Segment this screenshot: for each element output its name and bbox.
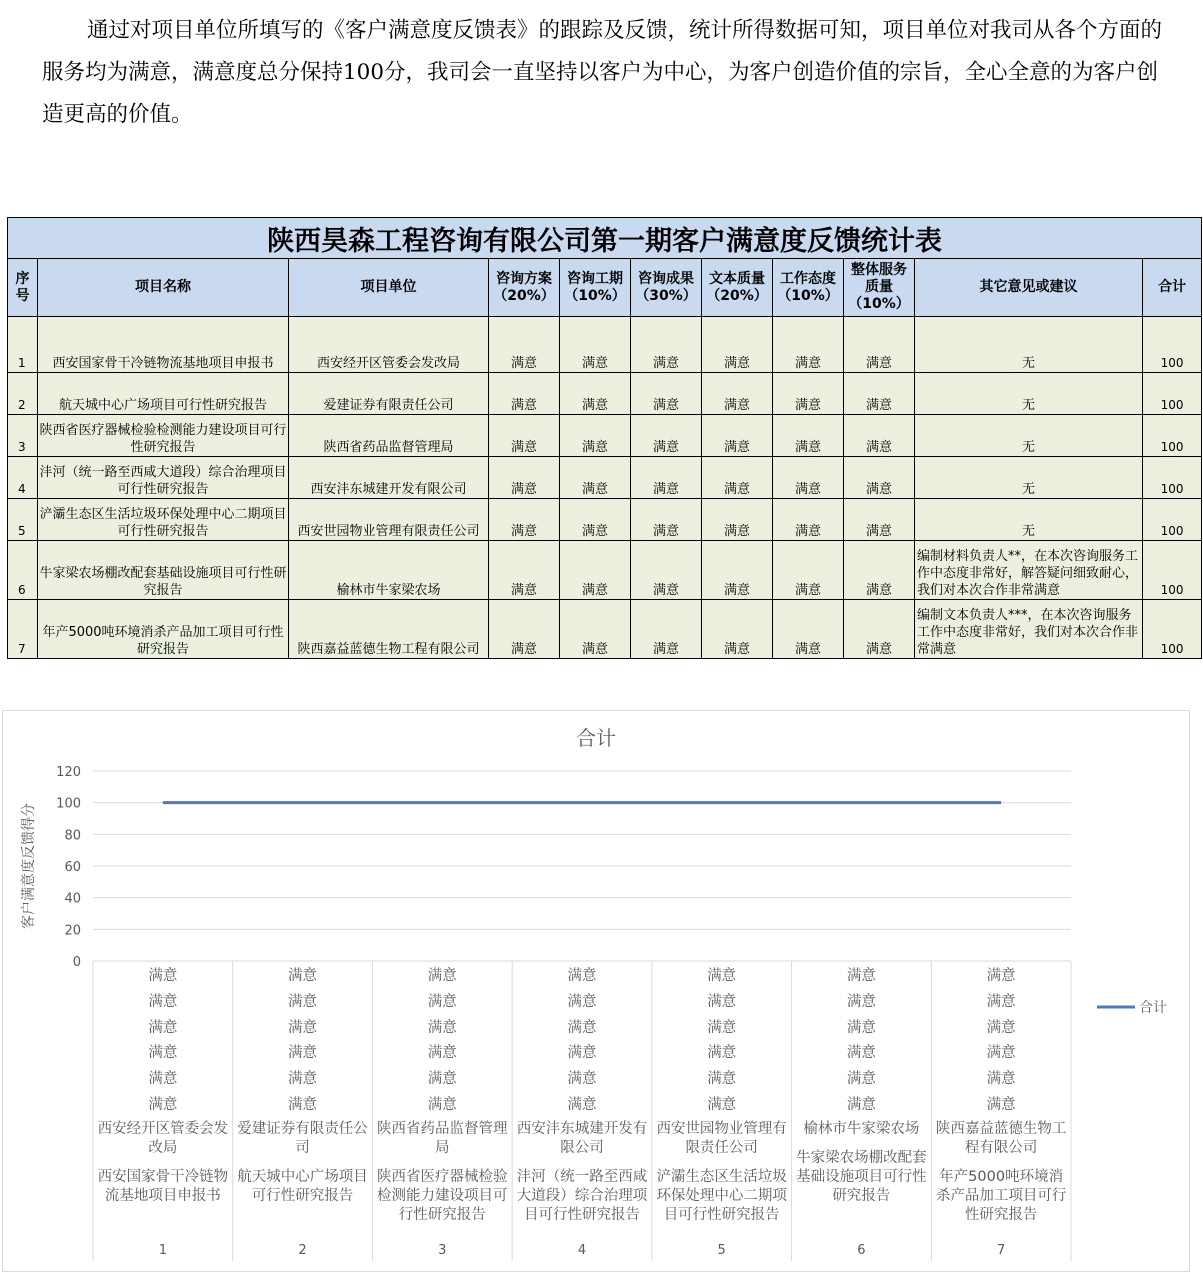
- row-result: 满意: [631, 600, 702, 659]
- row-seq: 5: [8, 499, 38, 541]
- category-satisfaction: 满意: [427, 1045, 457, 1062]
- category-number: 5: [717, 1243, 726, 1258]
- category-label: [234, 964, 372, 1259]
- row-schedule: 满意: [560, 541, 631, 600]
- table-row: [8, 499, 1202, 541]
- y-tick-label: 0: [72, 955, 81, 970]
- category-satisfaction: 满意: [707, 968, 737, 984]
- category-label: [932, 964, 1070, 1259]
- row-text-quality: 满意: [702, 541, 773, 600]
- row-unit: 西安沣东城建开发有限公司: [289, 457, 489, 499]
- row-seq: 1: [8, 317, 38, 373]
- category-label: [653, 964, 791, 1259]
- category-satisfaction: 满意: [846, 1096, 876, 1113]
- header-total: 合计: [1143, 259, 1202, 317]
- row-attitude: 满意: [773, 541, 844, 600]
- row-remark: 无: [915, 457, 1143, 499]
- category-project: 浐灞生态区生活垃圾环保处理中心二期项目可行性研究报告: [656, 1168, 787, 1223]
- category-satisfaction: 满意: [846, 1071, 876, 1088]
- table-title: 陕西昊森工程咨询有限公司第一期客户满意度反馈统计表: [8, 218, 1202, 259]
- row-remark: 编制文本负责人***，在本次咨询服务工作中态度非常好，我们对本次合作非常满意: [915, 600, 1143, 659]
- row-seq: 7: [8, 600, 38, 659]
- category-unit: 榆林市牛家梁农场: [803, 1120, 920, 1137]
- row-project: 年产5000吨环境消杀产品加工项目可行性研究报告: [38, 600, 289, 659]
- table-row: [8, 541, 1202, 600]
- row-schedule: 满意: [560, 373, 631, 415]
- row-schedule: 满意: [560, 317, 631, 373]
- row-remark: 无: [915, 499, 1143, 541]
- category-satisfaction: 满意: [707, 1096, 737, 1113]
- category-satisfaction: 满意: [427, 1019, 457, 1036]
- row-schedule: 满意: [560, 457, 631, 499]
- category-number: 2: [298, 1243, 307, 1258]
- row-project: 浐灞生态区生活垃圾环保处理中心二期项目可行性研究报告: [38, 499, 289, 541]
- category-satisfaction: 满意: [986, 1071, 1016, 1088]
- category-satisfaction: 满意: [707, 1071, 737, 1088]
- category-satisfaction: 满意: [846, 1045, 876, 1062]
- row-service-quality: 满意: [844, 499, 915, 541]
- row-seq: 4: [8, 457, 38, 499]
- category-satisfaction: 满意: [148, 1096, 178, 1113]
- category-number: 1: [158, 1243, 167, 1258]
- row-attitude: 满意: [773, 600, 844, 659]
- category-unit: 西安世园物业管理有限责任公司: [656, 1120, 787, 1156]
- legend-label: 合计: [1139, 1000, 1167, 1016]
- row-attitude: 满意: [773, 373, 844, 415]
- y-tick-label: 20: [64, 923, 81, 939]
- header-unit: 项目单位: [289, 259, 489, 317]
- row-unit: 西安经开区管委会发改局: [289, 317, 489, 373]
- row-unit: 榆林市牛家梁农场: [289, 541, 489, 600]
- row-plan: 满意: [489, 600, 560, 659]
- row-schedule: 满意: [560, 415, 631, 457]
- row-text-quality: 满意: [702, 457, 773, 499]
- row-total: 100: [1143, 541, 1202, 600]
- row-service-quality: 满意: [844, 541, 915, 600]
- category-unit: 爱建证券有限责任公司: [237, 1120, 368, 1156]
- category-satisfaction: 满意: [567, 968, 597, 984]
- row-service-quality: 满意: [844, 373, 915, 415]
- row-total: 100: [1143, 373, 1202, 415]
- category-satisfaction: 满意: [148, 968, 178, 984]
- total-score-chart: [2, 710, 1190, 1272]
- row-plan: 满意: [489, 415, 560, 457]
- category-satisfaction: 满意: [288, 1096, 318, 1113]
- row-text-quality: 满意: [702, 317, 773, 373]
- category-satisfaction: 满意: [567, 1045, 597, 1062]
- row-project: 航天城中心广场项目可行性研究报告: [38, 373, 289, 415]
- row-seq: 3: [8, 415, 38, 457]
- category-satisfaction: 满意: [427, 1096, 457, 1113]
- row-total: 100: [1143, 457, 1202, 499]
- category-satisfaction: 满意: [846, 968, 876, 984]
- y-tick-label: 60: [64, 860, 81, 875]
- category-satisfaction: 满意: [707, 993, 737, 1010]
- table-row: [8, 373, 1202, 415]
- header-remark: 其它意见或建议: [915, 259, 1143, 317]
- header-schedule: 咨询工期（10%）: [560, 259, 631, 317]
- row-plan: 满意: [489, 373, 560, 415]
- category-satisfaction: 满意: [986, 968, 1016, 984]
- row-remark: 无: [915, 317, 1143, 373]
- row-text-quality: 满意: [702, 600, 773, 659]
- category-satisfaction: 满意: [567, 1071, 597, 1088]
- category-satisfaction: 满意: [148, 1071, 178, 1088]
- row-schedule: 满意: [560, 499, 631, 541]
- chart-title: 合计: [576, 726, 616, 750]
- category-satisfaction: 满意: [288, 968, 318, 984]
- row-unit: 爱建证券有限责任公司: [289, 373, 489, 415]
- row-result: 满意: [631, 317, 702, 373]
- category-satisfaction: 满意: [567, 1096, 597, 1113]
- row-result: 满意: [631, 541, 702, 600]
- category-number: 4: [577, 1243, 587, 1258]
- y-axis-label: 客户满意度反馈得分: [21, 803, 37, 929]
- category-satisfaction: 满意: [846, 993, 876, 1010]
- header-attitude: 工作态度（10%）: [773, 259, 844, 317]
- category-satisfaction: 满意: [707, 1019, 737, 1036]
- category-satisfaction: 满意: [288, 1045, 318, 1062]
- table-row: [8, 415, 1202, 457]
- category-unit: 陕西嘉益蓝德生物工程有限公司: [935, 1120, 1067, 1156]
- header-service-quality: 整体服务质量（10%）: [844, 259, 915, 317]
- row-remark: 编制材料负责人**，在本次咨询服务工作中态度非常好，解答疑问细致耐心，我们对本次合作非常满意: [915, 541, 1143, 600]
- category-project: 陕西省医疗器械检验检测能力建设项目可行性研究报告: [377, 1168, 508, 1223]
- row-attitude: 满意: [773, 415, 844, 457]
- row-project: 陕西省医疗器械检验检测能力建设项目可行性研究报告: [38, 415, 289, 457]
- intro-paragraph: [42, 10, 1162, 136]
- category-unit: 西安沣东城建开发有限公司: [516, 1120, 648, 1156]
- header-result: 咨询成果（30%）: [631, 259, 702, 317]
- row-total: 100: [1143, 317, 1202, 373]
- y-tick-label: 80: [64, 828, 81, 844]
- row-text-quality: 满意: [702, 499, 773, 541]
- row-plan: 满意: [489, 541, 560, 600]
- category-label: [793, 964, 931, 1259]
- category-number: 6: [857, 1243, 866, 1258]
- row-attitude: 满意: [773, 457, 844, 499]
- y-tick-label: 120: [56, 765, 81, 780]
- y-tick-label: 40: [64, 891, 81, 907]
- row-unit: 西安世园物业管理有限责任公司: [289, 499, 489, 541]
- row-seq: 2: [8, 373, 38, 415]
- category-satisfaction: 满意: [288, 993, 318, 1010]
- row-project: 西安国家骨干冷链物流基地项目申报书: [38, 317, 289, 373]
- row-attitude: 满意: [773, 499, 844, 541]
- row-result: 满意: [631, 415, 702, 457]
- category-satisfaction: 满意: [986, 1045, 1016, 1062]
- category-number: 3: [438, 1243, 447, 1258]
- category-project: 沣河（统一路至西咸大道段）综合治理项目可行性研究报告: [516, 1168, 648, 1223]
- header-project: 项目名称: [38, 259, 289, 317]
- category-project: 牛家梁农场棚改配套基础设施项目可行性研究报告: [796, 1149, 927, 1204]
- intro-text: 通过对项目单位所填写的《客户满意度反馈表》的跟踪及反馈，统计所得数据可知，项目单位对我司从各个方面的服务均为满意，满意度总分保持100分，我司会一直坚持以客户为中心，为客户创造价值的宗旨，全心全意的为客户创造更高的价值。: [42, 18, 1163, 127]
- header-seq: 序号: [8, 259, 38, 317]
- row-schedule: 满意: [560, 600, 631, 659]
- category-project: 年产5000吨环境消杀产品加工项目可行性研究报告: [935, 1168, 1067, 1223]
- category-satisfaction: 满意: [148, 1019, 178, 1036]
- category-satisfaction: 满意: [567, 1019, 597, 1036]
- category-unit: 陕西省药品监督管理局: [377, 1120, 508, 1156]
- category-number: 7: [996, 1243, 1006, 1258]
- row-text-quality: 满意: [702, 415, 773, 457]
- row-unit: 陕西嘉益蓝德生物工程有限公司: [289, 600, 489, 659]
- row-attitude: 满意: [773, 317, 844, 373]
- category-satisfaction: 满意: [986, 993, 1016, 1010]
- category-label: [373, 964, 511, 1259]
- category-satisfaction: 满意: [567, 993, 597, 1010]
- row-plan: 满意: [489, 499, 560, 541]
- category-label: [94, 964, 232, 1259]
- category-satisfaction: 满意: [986, 1019, 1016, 1036]
- row-service-quality: 满意: [844, 600, 915, 659]
- row-total: 100: [1143, 415, 1202, 457]
- table-row: [8, 600, 1202, 659]
- y-tick-label: 100: [56, 796, 81, 812]
- category-satisfaction: 满意: [427, 968, 457, 984]
- category-label: [513, 964, 651, 1259]
- row-text-quality: 满意: [702, 373, 773, 415]
- category-project: 西安国家骨干冷链物流基地项目申报书: [97, 1168, 229, 1204]
- row-total: 100: [1143, 499, 1202, 541]
- row-service-quality: 满意: [844, 457, 915, 499]
- header-text-quality: 文本质量（20%）: [702, 259, 773, 317]
- row-plan: 满意: [489, 317, 560, 373]
- row-result: 满意: [631, 499, 702, 541]
- category-satisfaction: 满意: [986, 1096, 1016, 1113]
- category-project: 航天城中心广场项目可行性研究报告: [237, 1168, 368, 1204]
- row-remark: 无: [915, 415, 1143, 457]
- row-service-quality: 满意: [844, 415, 915, 457]
- row-remark: 无: [915, 373, 1143, 415]
- row-unit: 陕西省药品监督管理局: [289, 415, 489, 457]
- category-satisfaction: 满意: [427, 1071, 457, 1088]
- table-row: [8, 457, 1202, 499]
- table-row: [8, 317, 1202, 373]
- category-satisfaction: 满意: [288, 1071, 318, 1088]
- category-satisfaction: 满意: [846, 1019, 876, 1036]
- row-service-quality: 满意: [844, 317, 915, 373]
- category-satisfaction: 满意: [148, 993, 178, 1010]
- category-satisfaction: 满意: [288, 1019, 318, 1036]
- satisfaction-table: [7, 217, 1202, 659]
- header-plan: 咨询方案（20%）: [489, 259, 560, 317]
- row-seq: 6: [8, 541, 38, 600]
- category-satisfaction: 满意: [148, 1045, 178, 1062]
- row-result: 满意: [631, 373, 702, 415]
- row-result: 满意: [631, 457, 702, 499]
- row-total: 100: [1143, 600, 1202, 659]
- category-satisfaction: 满意: [427, 993, 457, 1010]
- row-project: 沣河（统一路至西咸大道段）综合治理项目可行性研究报告: [38, 457, 289, 499]
- category-unit: 西安经开区管委会发改局: [97, 1120, 229, 1156]
- category-satisfaction: 满意: [707, 1045, 737, 1062]
- row-project: 牛家梁农场棚改配套基础设施项目可行性研究报告: [38, 541, 289, 600]
- row-plan: 满意: [489, 457, 560, 499]
